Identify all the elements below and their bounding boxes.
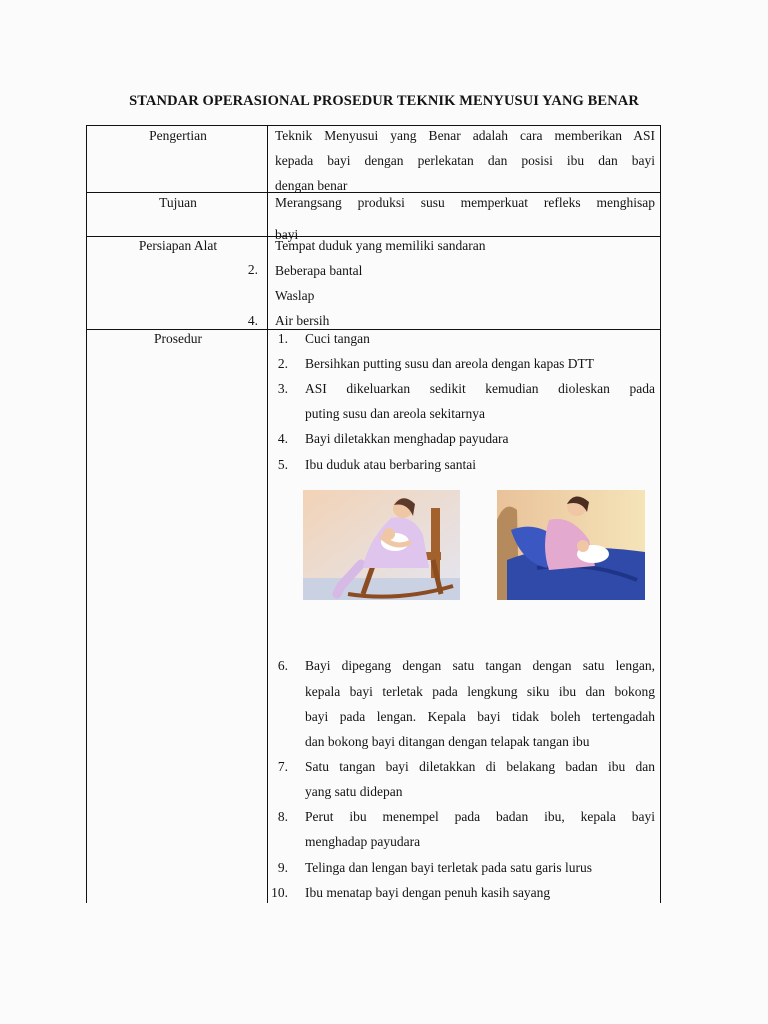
step-number: 6. bbox=[277, 658, 288, 673]
step-number: 2. bbox=[277, 356, 288, 371]
step-text: Perut ibu menempel pada badan ibu, kepala bayi bbox=[305, 809, 655, 824]
table-row-divider bbox=[86, 329, 661, 330]
step-number: 3. bbox=[277, 381, 288, 396]
label-pengertian: Pengertian bbox=[149, 128, 207, 143]
step-text: Cuci tangan bbox=[305, 331, 370, 346]
table-row-divider bbox=[86, 192, 661, 193]
table-border-right bbox=[660, 125, 661, 903]
tujuan-text-line: Merangsang produksi susu memperkuat refleks menghisap bbox=[275, 195, 655, 210]
step-text: puting susu dan areola sekitarnya bbox=[305, 406, 485, 421]
step-number: 8. bbox=[277, 809, 288, 824]
step-number: 10. bbox=[271, 885, 288, 900]
step-text: Bersihkan putting susu dan areola dengan kapas DTT bbox=[305, 356, 595, 371]
document-title: STANDAR OPERASIONAL PROSEDUR TEKNIK MENYUSUI YANG BENAR bbox=[129, 93, 639, 109]
persiapan-item: Waslap bbox=[275, 288, 315, 303]
step-text: ASI dikeluarkan sedikit kemudian dioleskan pada bbox=[305, 381, 655, 396]
persiapan-item: Air bersih bbox=[275, 313, 330, 328]
tujuan-text-line: bayi bbox=[275, 227, 299, 242]
illustration-reclining-breastfeeding bbox=[497, 490, 645, 600]
step-text: menghadap payudara bbox=[305, 834, 421, 849]
list-number: 2. bbox=[247, 262, 258, 277]
step-text: dan bokong bayi ditangan dengan telapak tangan ibu bbox=[305, 734, 590, 749]
list-number: 4. bbox=[247, 313, 258, 328]
step-number: 4. bbox=[277, 431, 288, 446]
step-text: Telinga dan lengan bayi terletak pada satu garis lurus bbox=[305, 860, 592, 875]
persiapan-item: Tempat duduk yang memiliki sandaran bbox=[275, 238, 486, 253]
step-text: yang satu didepan bbox=[305, 784, 403, 799]
step-text: Ibu menatap bayi dengan penuh kasih sayang bbox=[305, 885, 551, 900]
pengertian-text-line: dengan benar bbox=[275, 178, 348, 193]
step-number: 5. bbox=[277, 457, 288, 472]
step-number: 1. bbox=[277, 331, 288, 346]
pengertian-text-line: Teknik Menyusui yang Benar adalah cara memberikan ASI bbox=[275, 128, 655, 143]
step-number: 7. bbox=[277, 759, 288, 774]
illustration-sitting-breastfeeding bbox=[303, 490, 460, 600]
label-prosedur: Prosedur bbox=[154, 331, 202, 346]
step-text: Ibu duduk atau berbaring santai bbox=[305, 457, 476, 472]
step-text: Bayi dipegang dengan satu tangan dengan satu lengan, bbox=[305, 658, 655, 673]
table-row-divider bbox=[86, 236, 661, 237]
label-tujuan: Tujuan bbox=[159, 195, 197, 210]
label-persiapan-alat: Persiapan Alat bbox=[138, 238, 218, 253]
step-text: Satu tangan bayi diletakkan di belakang badan ibu dan bbox=[305, 759, 655, 774]
table-border-top bbox=[86, 125, 661, 126]
step-number: 9. bbox=[277, 860, 288, 875]
persiapan-item: Beberapa bantal bbox=[275, 263, 363, 278]
pengertian-text-line: kepada bayi dengan perlekatan dan posisi ibu dan bayi bbox=[275, 153, 655, 168]
step-text: Bayi diletakkan menghadap payudara bbox=[305, 431, 509, 446]
step-text: kepala bayi terletak pada lengkung siku ibu dan bokong bbox=[305, 684, 655, 699]
table-border-left bbox=[86, 125, 87, 903]
step-text: bayi pada lengan. Kepala bayi tidak boleh tertengadah bbox=[305, 709, 655, 724]
